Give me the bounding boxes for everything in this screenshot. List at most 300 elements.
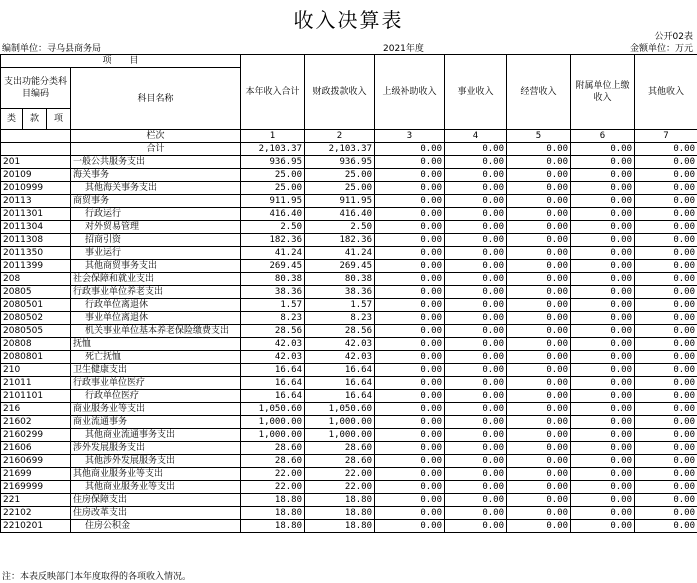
amount-cell: 1,000.00 (305, 416, 375, 429)
amount-cell: 0.00 (445, 325, 507, 338)
amount-cell: 28.56 (305, 325, 375, 338)
subject-code: 2011399 (1, 260, 71, 273)
subject-name: 死亡抚恤 (71, 351, 241, 364)
amount-cell: 0.00 (445, 377, 507, 390)
table-row (1, 325, 697, 338)
amount-cell: 0.00 (571, 416, 635, 429)
amount-cell: 1,050.60 (305, 403, 375, 416)
amount-cell: 0.00 (635, 403, 697, 416)
amount-cell: 0.00 (507, 208, 571, 221)
amount-cell: 0.00 (375, 299, 445, 312)
table-row (1, 481, 697, 494)
amount-cell: 0.00 (445, 364, 507, 377)
amount-cell: 0.00 (571, 338, 635, 351)
amount-cell: 0.00 (445, 299, 507, 312)
total-value: 0.00 (445, 143, 507, 156)
amount-cell: 0.00 (507, 442, 571, 455)
col-header-business: 事业收入 (445, 55, 507, 130)
col-header-other: 其他收入 (635, 55, 697, 130)
amount-cell: 0.00 (635, 520, 697, 533)
amount-cell: 25.00 (305, 169, 375, 182)
table-row (1, 520, 697, 533)
subject-name: 涉外发展服务支出 (71, 442, 241, 455)
page-title: 收入决算表 (293, 8, 404, 32)
amount-cell: 0.00 (507, 390, 571, 403)
amount-cell: 0.00 (635, 221, 697, 234)
amount-cell: 1,000.00 (305, 429, 375, 442)
amount-cell: 0.00 (375, 468, 445, 481)
amount-cell: 42.03 (305, 338, 375, 351)
amount-cell: 0.00 (507, 312, 571, 325)
subject-name: 其他海关事务支出 (71, 182, 241, 195)
kuan-header: 款 (23, 109, 47, 130)
amount-cell: 0.00 (375, 260, 445, 273)
amount-cell: 0.00 (571, 455, 635, 468)
footnote: 注：本表反映部门本年度取得的各项收入情况。 (2, 572, 192, 582)
amount-cell: 0.00 (635, 507, 697, 520)
subject-name: 卫生健康支出 (71, 364, 241, 377)
amount-cell: 0.00 (375, 520, 445, 533)
amount-cell: 22.00 (241, 481, 305, 494)
table-row (1, 273, 697, 286)
amount-cell: 38.36 (305, 286, 375, 299)
amount-cell: 25.00 (305, 182, 375, 195)
amount-cell: 0.00 (635, 481, 697, 494)
table-row (1, 429, 697, 442)
amount-cell: 0.00 (445, 286, 507, 299)
subject-code: 2160299 (1, 429, 71, 442)
subject-code: 20808 (1, 338, 71, 351)
amount-cell: 0.00 (571, 312, 635, 325)
amount-cell: 1,000.00 (241, 429, 305, 442)
index-number: 2 (305, 130, 375, 143)
subject-code: 21011 (1, 377, 71, 390)
amount-cell: 0.00 (507, 286, 571, 299)
amount-cell: 2.50 (305, 221, 375, 234)
amount-cell: 28.60 (241, 455, 305, 468)
amount-cell: 0.00 (507, 455, 571, 468)
subject-code: 2080501 (1, 299, 71, 312)
subject-name: 对外贸易管理 (71, 221, 241, 234)
amount-cell: 0.00 (635, 273, 697, 286)
amount-cell: 0.00 (375, 325, 445, 338)
amount-cell: 80.38 (241, 273, 305, 286)
amount-cell: 18.80 (305, 494, 375, 507)
amount-cell: 0.00 (635, 455, 697, 468)
subject-code: 2160699 (1, 455, 71, 468)
subject-name: 其他涉外发展服务支出 (71, 455, 241, 468)
amount-cell: 0.00 (571, 208, 635, 221)
amount-cell: 0.00 (635, 390, 697, 403)
amount-cell: 0.00 (571, 299, 635, 312)
table-row (1, 351, 697, 364)
amount-cell: 0.00 (507, 507, 571, 520)
amount-cell: 28.60 (305, 455, 375, 468)
subject-name: 住房保障支出 (71, 494, 241, 507)
amount-cell: 0.00 (445, 221, 507, 234)
amount-cell: 0.00 (445, 338, 507, 351)
amount-cell: 22.00 (241, 468, 305, 481)
col-header-fiscal: 财政拨款收入 (305, 55, 375, 130)
subject-name: 其他商业服务业等支出 (71, 468, 241, 481)
amount-cell: 0.00 (571, 507, 635, 520)
index-number: 1 (241, 130, 305, 143)
table-row (1, 195, 697, 208)
table-row (1, 494, 697, 507)
table-row (1, 156, 697, 169)
amount-cell: 0.00 (507, 273, 571, 286)
amount-cell: 0.00 (445, 390, 507, 403)
subject-name: 行政运行 (71, 208, 241, 221)
amount-cell: 0.00 (635, 312, 697, 325)
amount-cell: 0.00 (375, 416, 445, 429)
subject-name: 事业运行 (71, 247, 241, 260)
amount-cell: 0.00 (571, 520, 635, 533)
subject-code: 2169999 (1, 481, 71, 494)
subject-name: 住房公积金 (71, 520, 241, 533)
subject-code: 2011301 (1, 208, 71, 221)
amount-cell: 0.00 (375, 247, 445, 260)
amount-cell: 0.00 (507, 247, 571, 260)
meta-line (0, 41, 697, 53)
total-value: 2,103.37 (305, 143, 375, 156)
amount-cell: 18.80 (305, 520, 375, 533)
amount-cell: 0.00 (635, 377, 697, 390)
amount-cell: 16.64 (241, 364, 305, 377)
index-label: 栏次 (71, 130, 241, 143)
table-row (1, 442, 697, 455)
amount-cell: 416.40 (305, 208, 375, 221)
amount-cell: 25.00 (241, 169, 305, 182)
amount-cell: 0.00 (507, 494, 571, 507)
table-row (1, 234, 697, 247)
index-number: 7 (635, 130, 697, 143)
amount-cell: 0.00 (571, 182, 635, 195)
amount-cell: 0.00 (571, 351, 635, 364)
amount-cell: 1.57 (305, 299, 375, 312)
subject-code: 21602 (1, 416, 71, 429)
amount-cell: 16.64 (241, 390, 305, 403)
amount-cell: 1.57 (241, 299, 305, 312)
total-row (1, 143, 697, 156)
amount-cell: 0.00 (375, 507, 445, 520)
amount-cell: 0.00 (445, 481, 507, 494)
amount-cell: 0.00 (635, 208, 697, 221)
amount-cell: 0.00 (571, 156, 635, 169)
amount-cell: 38.36 (241, 286, 305, 299)
amount-cell: 0.00 (635, 325, 697, 338)
table-row (1, 364, 697, 377)
amount-cell: 0.00 (571, 325, 635, 338)
amount-cell: 18.80 (241, 507, 305, 520)
amount-cell: 8.23 (241, 312, 305, 325)
table-row (1, 312, 697, 325)
subject-name: 机关事业单位基本养老保险缴费支出 (71, 325, 241, 338)
amount-cell: 0.00 (635, 351, 697, 364)
amount-cell: 0.00 (571, 247, 635, 260)
subject-name: 住房改革支出 (71, 507, 241, 520)
subject-code: 2010999 (1, 182, 71, 195)
subject-name: 商贸事务 (71, 195, 241, 208)
amount-cell: 0.00 (507, 299, 571, 312)
amount-cell: 42.03 (241, 338, 305, 351)
amount-cell: 0.00 (445, 455, 507, 468)
total-value: 0.00 (635, 143, 697, 156)
subject-code: 20109 (1, 169, 71, 182)
amount-cell: 0.00 (445, 494, 507, 507)
amount-cell: 0.00 (507, 364, 571, 377)
amount-cell: 0.00 (375, 169, 445, 182)
subject-name: 行政事业单位养老支出 (71, 286, 241, 299)
amount-cell: 0.00 (445, 442, 507, 455)
table-row (1, 247, 697, 260)
amount-cell: 42.03 (241, 351, 305, 364)
amount-cell: 0.00 (635, 247, 697, 260)
amount-cell: 25.00 (241, 182, 305, 195)
amount-cell: 0.00 (375, 351, 445, 364)
amount-cell: 0.00 (375, 208, 445, 221)
amount-cell: 0.00 (571, 494, 635, 507)
amount-cell: 0.00 (445, 416, 507, 429)
amount-cell: 0.00 (571, 286, 635, 299)
amount-cell: 0.00 (375, 429, 445, 442)
amount-cell: 0.00 (375, 364, 445, 377)
amount-cell: 0.00 (571, 377, 635, 390)
amount-cell: 0.00 (571, 273, 635, 286)
subject-code: 21606 (1, 442, 71, 455)
amount-cell: 80.38 (305, 273, 375, 286)
amount-cell: 911.95 (241, 195, 305, 208)
amount-cell: 0.00 (445, 312, 507, 325)
subject-name: 招商引资 (71, 234, 241, 247)
subject-name: 行政单位离退休 (71, 299, 241, 312)
amount-cell: 2.50 (241, 221, 305, 234)
amount-cell: 0.00 (571, 442, 635, 455)
amount-cell: 0.00 (507, 338, 571, 351)
total-label: 合计 (71, 143, 241, 156)
xiang-header: 项 (47, 109, 71, 130)
name-header: 科目名称 (71, 68, 241, 130)
amount-cell: 0.00 (507, 325, 571, 338)
amount-cell: 0.00 (635, 169, 697, 182)
table-row (1, 208, 697, 221)
amount-cell: 0.00 (375, 234, 445, 247)
index-row (1, 130, 697, 143)
amount-cell: 269.45 (241, 260, 305, 273)
amount-cell: 0.00 (375, 390, 445, 403)
subject-code: 221 (1, 494, 71, 507)
amount-cell: 0.00 (635, 234, 697, 247)
subject-code: 2011308 (1, 234, 71, 247)
amount-cell: 0.00 (571, 403, 635, 416)
amount-cell: 0.00 (635, 299, 697, 312)
amount-cell: 0.00 (507, 169, 571, 182)
amount-cell: 22.00 (305, 468, 375, 481)
amount-cell: 0.00 (571, 260, 635, 273)
amount-cell: 182.36 (241, 234, 305, 247)
subject-code: 2011304 (1, 221, 71, 234)
subject-name: 行政事业单位医疗 (71, 377, 241, 390)
amount-cell: 0.00 (375, 273, 445, 286)
amount-cell: 0.00 (635, 429, 697, 442)
subject-code: 2210201 (1, 520, 71, 533)
amount-cell: 8.23 (305, 312, 375, 325)
amount-cell: 0.00 (507, 468, 571, 481)
amount-cell: 0.00 (571, 429, 635, 442)
subject-code: 22102 (1, 507, 71, 520)
amount-cell: 0.00 (375, 481, 445, 494)
amount-cell: 0.00 (635, 182, 697, 195)
index-number: 6 (571, 130, 635, 143)
amount-cell: 0.00 (635, 416, 697, 429)
index-number: 3 (375, 130, 445, 143)
amount-cell: 0.00 (571, 468, 635, 481)
table-row (1, 260, 697, 273)
subject-code: 208 (1, 273, 71, 286)
table-row (1, 338, 697, 351)
amount-cell: 16.64 (305, 364, 375, 377)
amount-cell: 0.00 (507, 416, 571, 429)
amount-cell: 0.00 (507, 182, 571, 195)
subject-name: 其他商贸事务支出 (71, 260, 241, 273)
amount-cell: 0.00 (635, 468, 697, 481)
amount-cell: 0.00 (445, 234, 507, 247)
subject-name: 行政单位医疗 (71, 390, 241, 403)
amount-cell: 936.95 (305, 156, 375, 169)
table-row (1, 468, 697, 481)
subject-name: 其他商业流通事务支出 (71, 429, 241, 442)
amount-cell: 0.00 (375, 156, 445, 169)
amount-cell: 0.00 (507, 481, 571, 494)
amount-cell: 18.80 (305, 507, 375, 520)
amount-cell: 0.00 (571, 221, 635, 234)
amount-cell: 0.00 (445, 247, 507, 260)
reporting-unit: 编制单位：寻乌县商务局 (2, 44, 102, 54)
amount-cell: 0.00 (445, 351, 507, 364)
amount-cell: 0.00 (635, 442, 697, 455)
amount-cell: 0.00 (445, 260, 507, 273)
amount-cell: 0.00 (635, 494, 697, 507)
amount-cell: 0.00 (445, 208, 507, 221)
table-row (1, 455, 697, 468)
amount-cell: 0.00 (507, 429, 571, 442)
table-row (1, 182, 697, 195)
form-number: 公开02表 (654, 32, 693, 42)
item-group-header: 项 目 (1, 55, 241, 68)
total-value: 0.00 (571, 143, 635, 156)
amount-cell: 0.00 (375, 455, 445, 468)
amount-cell: 0.00 (375, 195, 445, 208)
amount-cell: 16.64 (305, 377, 375, 390)
subject-code: 2101101 (1, 390, 71, 403)
table-row (1, 390, 697, 403)
amount-cell: 0.00 (635, 286, 697, 299)
amount-cell: 0.00 (571, 481, 635, 494)
table-row (1, 403, 697, 416)
amount-cell: 182.36 (305, 234, 375, 247)
amount-cell: 0.00 (375, 403, 445, 416)
amount-cell: 0.00 (507, 377, 571, 390)
col-header-total: 本年收入合计 (241, 55, 305, 130)
subject-code: 2011350 (1, 247, 71, 260)
amount-cell: 0.00 (507, 520, 571, 533)
amount-cell: 16.64 (241, 377, 305, 390)
amount-cell: 0.00 (445, 273, 507, 286)
money-unit: 金额单位：万元 (629, 44, 693, 54)
amount-cell: 269.45 (305, 260, 375, 273)
amount-cell: 28.56 (241, 325, 305, 338)
amount-cell: 0.00 (375, 442, 445, 455)
amount-cell: 0.00 (635, 364, 697, 377)
amount-cell: 0.00 (507, 260, 571, 273)
amount-cell: 0.00 (635, 338, 697, 351)
subject-code: 201 (1, 156, 71, 169)
amount-cell: 0.00 (507, 234, 571, 247)
amount-cell: 41.24 (305, 247, 375, 260)
amount-cell: 0.00 (571, 234, 635, 247)
amount-cell: 0.00 (445, 520, 507, 533)
subject-code: 20805 (1, 286, 71, 299)
col-header-affiliated: 附属单位上缴收入 (571, 55, 635, 130)
col-header-operating: 经营收入 (507, 55, 571, 130)
total-value: 2,103.37 (241, 143, 305, 156)
subject-name: 抚恤 (71, 338, 241, 351)
amount-cell: 0.00 (635, 260, 697, 273)
amount-cell: 1,050.60 (241, 403, 305, 416)
amount-cell: 0.00 (635, 156, 697, 169)
amount-cell: 0.00 (507, 195, 571, 208)
fiscal-year: 2021年度 (383, 44, 424, 54)
subject-code: 20113 (1, 195, 71, 208)
total-value: 0.00 (507, 143, 571, 156)
index-number: 4 (445, 130, 507, 143)
table-row (1, 507, 697, 520)
amount-cell: 0.00 (507, 156, 571, 169)
amount-cell: 0.00 (445, 403, 507, 416)
amount-cell: 0.00 (445, 429, 507, 442)
table-row (1, 286, 697, 299)
amount-cell: 0.00 (507, 221, 571, 234)
amount-cell: 22.00 (305, 481, 375, 494)
amount-cell: 0.00 (571, 390, 635, 403)
amount-cell: 0.00 (571, 195, 635, 208)
amount-cell: 0.00 (375, 312, 445, 325)
amount-cell: 16.64 (305, 390, 375, 403)
amount-cell: 41.24 (241, 247, 305, 260)
amount-cell: 0.00 (445, 169, 507, 182)
amount-cell: 936.95 (241, 156, 305, 169)
amount-cell: 0.00 (445, 195, 507, 208)
subject-name: 社会保障和就业支出 (71, 273, 241, 286)
subject-name: 海关事务 (71, 169, 241, 182)
amount-cell: 416.40 (241, 208, 305, 221)
table-row (1, 299, 697, 312)
amount-cell: 0.00 (375, 221, 445, 234)
amount-cell: 0.00 (375, 377, 445, 390)
amount-cell: 28.60 (305, 442, 375, 455)
total-value: 0.00 (375, 143, 445, 156)
table-row (1, 221, 697, 234)
amount-cell: 0.00 (445, 507, 507, 520)
amount-cell: 0.00 (375, 494, 445, 507)
amount-cell: 28.60 (241, 442, 305, 455)
code-group-header: 支出功能分类科目编码 (1, 68, 71, 109)
table-row (1, 416, 697, 429)
amount-cell: 42.03 (305, 351, 375, 364)
amount-cell: 0.00 (445, 468, 507, 481)
amount-cell: 0.00 (375, 286, 445, 299)
amount-cell: 0.00 (375, 338, 445, 351)
